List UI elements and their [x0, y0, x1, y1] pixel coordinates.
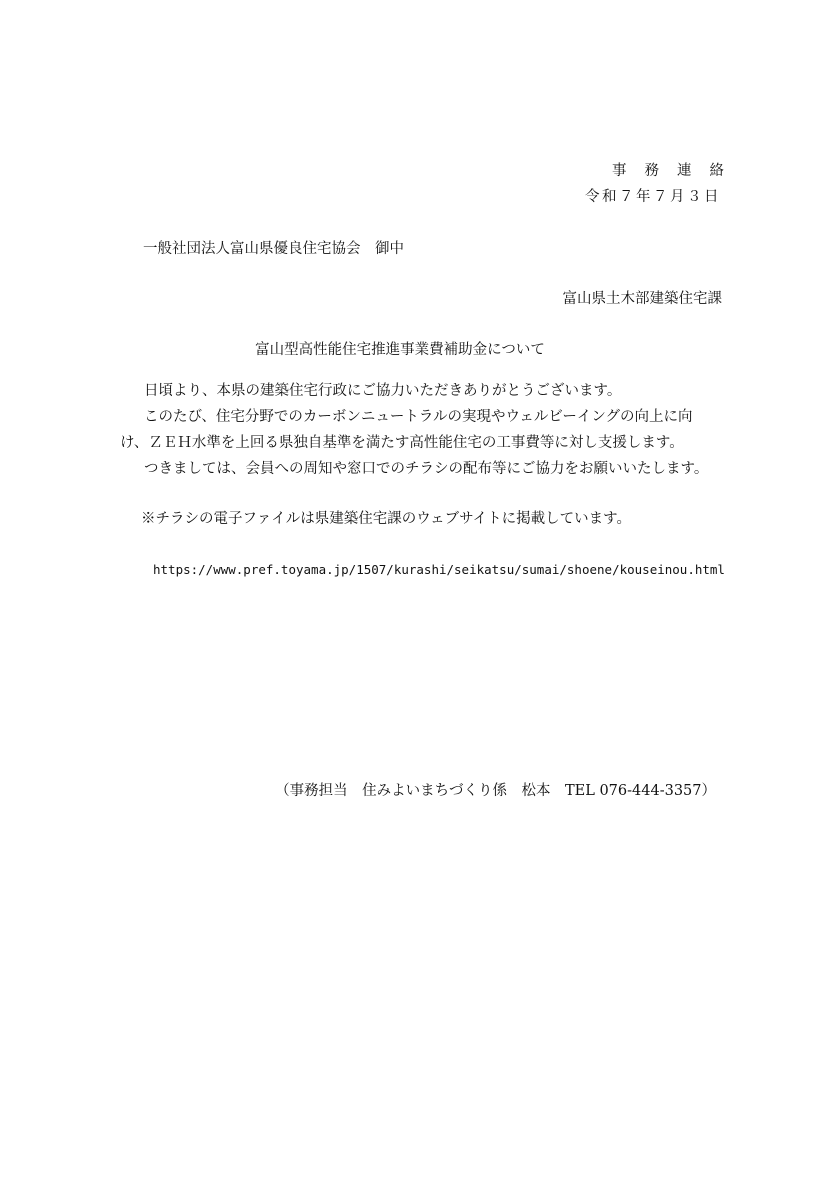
contact-info: （事務担当 住みよいまちづくり係 松本 TEL 076-444-3357）	[275, 783, 716, 799]
body-paragraph-2	[120, 404, 730, 456]
sender: 富山県土木部建築住宅課	[562, 291, 722, 307]
paragraph-2-line-1-text: このたび、住宅分野でのカーボンニュートラルの実現やウェルビーイングの向上に向	[144, 409, 693, 425]
document-date: 令和７年７月３日	[585, 189, 721, 205]
subject-title: 富山型高性能住宅推進事業費補助金について	[255, 342, 545, 358]
body-paragraph-3	[130, 456, 730, 482]
paragraph-1-text: 日頃より、本県の建築住宅行政にご協力いただきありがとうございます。	[144, 383, 622, 399]
paragraph-2-line-2: け、ＺＥＨ水準を上回る県独自基準を満たす高性能住宅の工事費等に対し支援します。	[120, 435, 684, 451]
website-url: https://www.pref.toyama.jp/1507/kurashi/seikatsu/sumai/shoene/kouseinou.html	[153, 562, 725, 577]
flyer-note: ※チラシの電子ファイルは県建築住宅課のウェブサイトに掲載しています。	[141, 511, 631, 527]
document-type: 事務連絡	[612, 163, 742, 179]
paragraph-2-line-1	[130, 404, 693, 430]
body-paragraph-1	[130, 378, 730, 404]
recipient: 一般社団法人富山県優良住宅協会 御中	[143, 241, 404, 257]
paragraph-3-text: つきましては、会員への周知や窓口でのチラシの配布等にご協力をお願いいたします。	[144, 461, 709, 477]
